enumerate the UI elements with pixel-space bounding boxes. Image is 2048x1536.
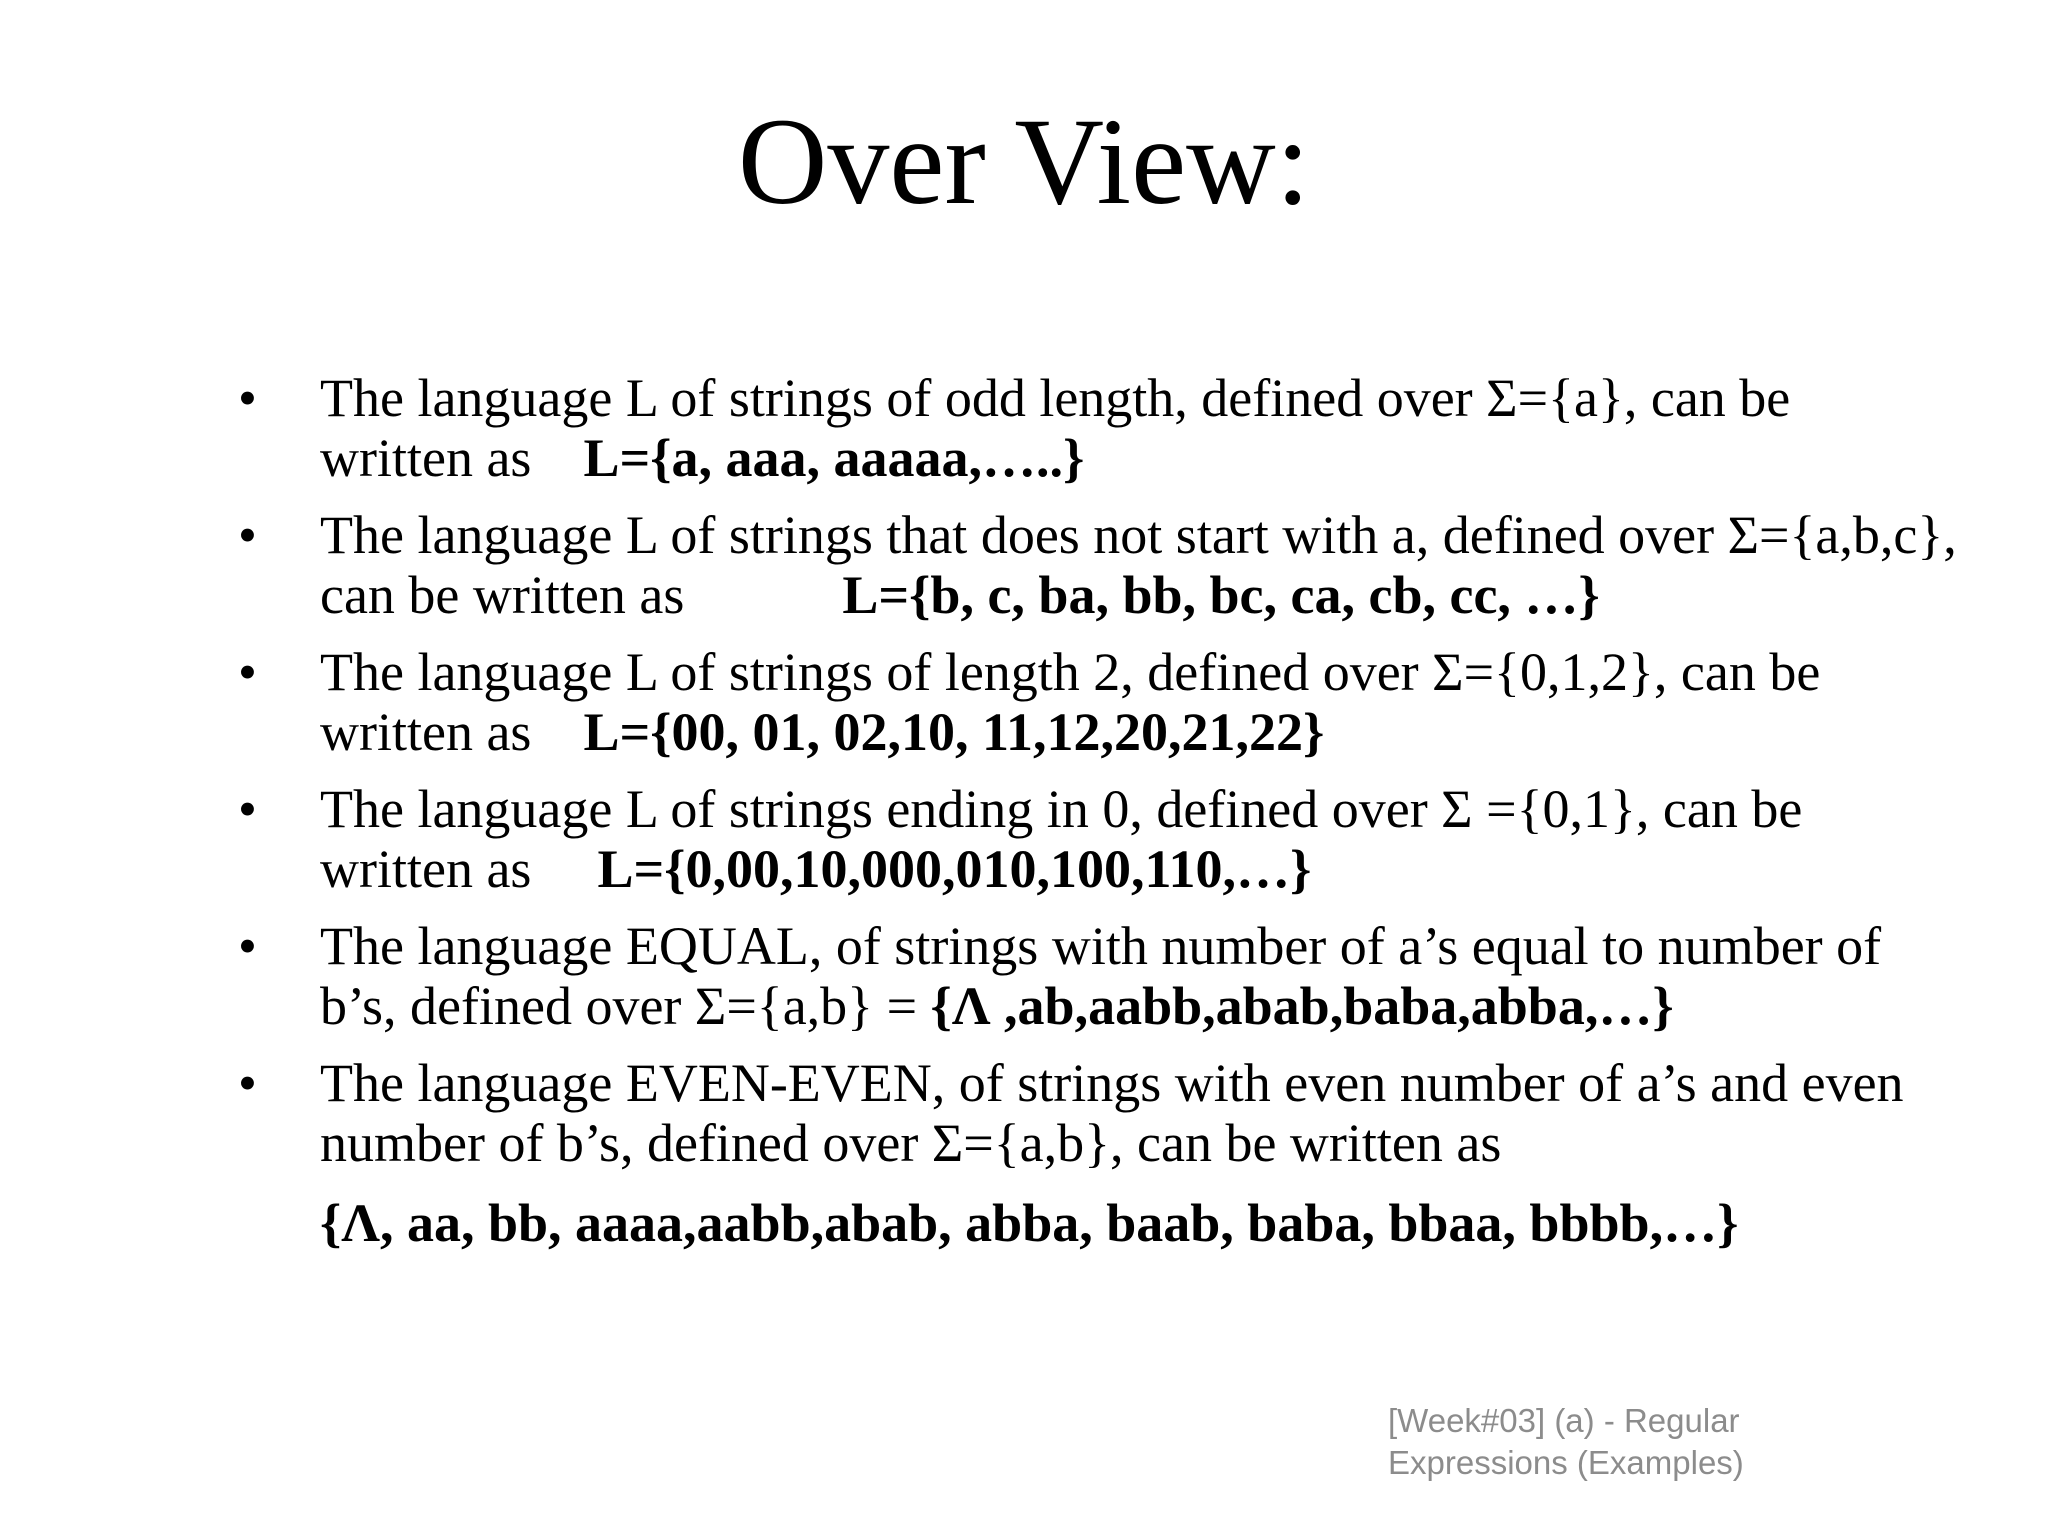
bullet-text-line: The language L of strings ending in 0, defined over Σ ={0,1}, can be xyxy=(320,779,1803,839)
bullet-icon: • xyxy=(238,368,257,428)
slide-footer xyxy=(1388,1400,1908,1484)
bullet-icon: • xyxy=(238,1053,257,1113)
bullet-text-line: The language L of strings that does not start with a, defined over Σ={a,b,c}, xyxy=(320,505,1957,565)
language-set: L={a, aaa, aaaaa,…..} xyxy=(583,428,1085,488)
language-set: {Λ, aa, bb, aaaa,aabb,abab, abba, baab, baba, bbaa, bbbb,…} xyxy=(320,1193,1739,1253)
bullet-item-odd-length xyxy=(238,368,2038,488)
bullet-text-line xyxy=(320,565,2038,625)
bullet-list xyxy=(238,368,2038,1270)
language-set: L={b, c, ba, bb, bc, ca, cb, cc, …} xyxy=(842,565,1600,625)
slide-title: Over View: xyxy=(737,93,1311,230)
bullet-icon: • xyxy=(238,642,257,702)
footer-line: [Week#03] (a) - Regular xyxy=(1388,1402,1740,1439)
bullet-text-line: The language EVEN-EVEN, of strings with even number of a’s and even xyxy=(320,1053,1904,1113)
bullet-text-prefix: written as xyxy=(320,839,532,899)
bullet-text-line xyxy=(320,839,2038,899)
bullet-text-line xyxy=(320,428,2038,488)
footer-line: Expressions (Examples) xyxy=(1388,1444,1744,1481)
bullet-text-line: The language L of strings of length 2, defined over Σ={0,1,2}, can be xyxy=(320,642,1821,702)
bullet-icon: • xyxy=(238,505,257,565)
bullet-text-prefix: can be written as xyxy=(320,565,685,625)
language-set: {Λ ,ab,aabb,abab,baba,abba,…} xyxy=(930,976,1674,1036)
bullet-item-not-start-with-a xyxy=(238,505,2038,625)
bullet-text-line: The language EQUAL, of strings with number of a’s equal to number of xyxy=(320,916,1882,976)
bullet-text-line xyxy=(320,976,2038,1036)
language-set: L={0,00,10,000,010,100,110,…} xyxy=(597,839,1312,899)
bullet-item-equal xyxy=(238,916,2038,1036)
language-set: L={00, 01, 02,10, 11,12,20,21,22} xyxy=(583,702,1325,762)
bullet-item-even-even xyxy=(238,1053,2038,1253)
bullet-item-length-2 xyxy=(238,642,2038,762)
bullet-text-prefix: b’s, defined over Σ={a,b} = xyxy=(320,976,931,1036)
bullet-icon: • xyxy=(238,779,257,839)
bullet-text-prefix: written as xyxy=(320,428,532,488)
bullet-text-prefix: written as xyxy=(320,702,532,762)
bullet-text-line xyxy=(320,702,2038,762)
bullet-icon: • xyxy=(238,916,257,976)
bullet-text-line: number of b’s, defined over Σ={a,b}, can be written as xyxy=(320,1113,1502,1173)
bullet-text-line: The language L of strings of odd length, defined over Σ={a}, can be xyxy=(320,368,1791,428)
bullet-item-ending-in-0 xyxy=(238,779,2038,899)
